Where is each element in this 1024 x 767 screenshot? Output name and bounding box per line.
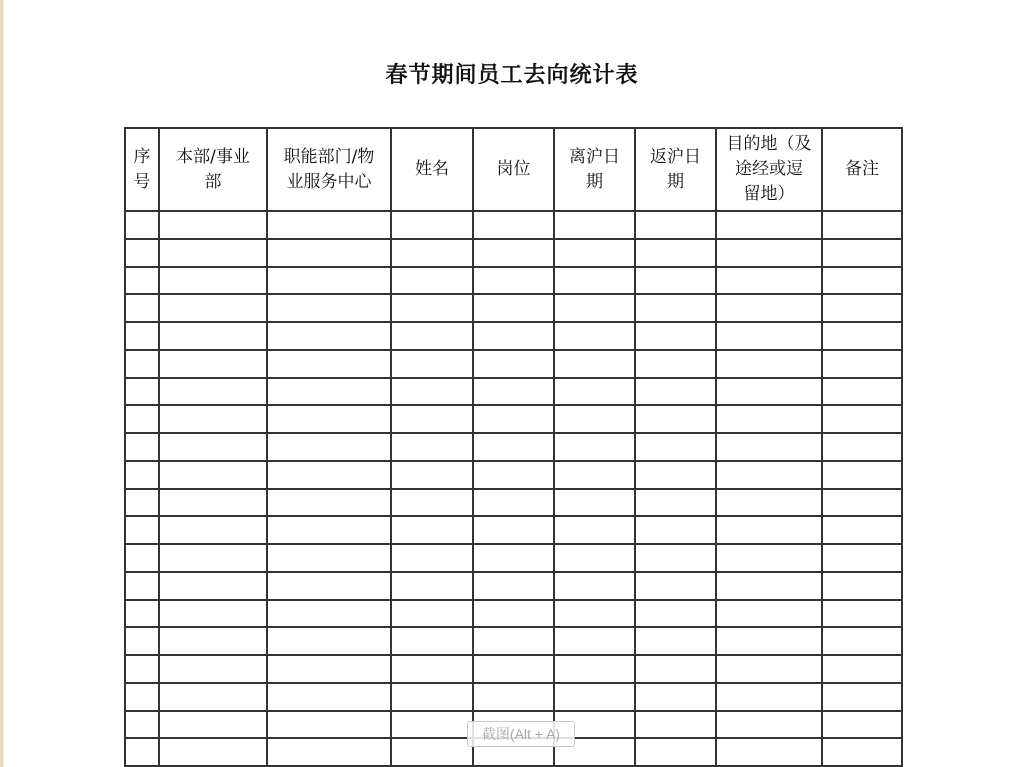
table-row [125,461,902,489]
table-row [125,544,902,572]
table-cell[interactable] [159,683,267,711]
table-cell[interactable] [716,461,822,489]
table-cell[interactable] [635,350,716,378]
table-cell[interactable] [554,433,635,461]
table-cell[interactable] [635,322,716,350]
header-serial-number [125,128,159,211]
table-cell[interactable] [716,711,822,739]
header-label: 职能部门/物 业服务中心 [283,146,375,192]
table-cell[interactable] [635,544,716,572]
table-cell[interactable] [159,322,267,350]
table-cell[interactable] [159,461,267,489]
table-cell[interactable] [635,572,716,600]
table-cell[interactable] [125,350,159,378]
table-cell[interactable] [267,433,391,461]
table-header-row [125,128,902,211]
table-cell[interactable] [635,211,716,239]
table-cell[interactable] [554,627,635,655]
table-row [125,211,902,239]
table-cell[interactable] [267,322,391,350]
header-label: 本部/事业 部 [176,146,250,192]
table-cell[interactable] [159,600,267,628]
table-cell[interactable] [822,600,902,628]
table-cell[interactable] [822,322,902,350]
table-cell[interactable] [554,378,635,406]
table-cell[interactable] [267,600,391,628]
table-cell[interactable] [125,378,159,406]
table-row [125,239,902,267]
table-cell[interactable] [125,683,159,711]
table-row [125,683,902,711]
table-cell[interactable] [159,489,267,517]
table-cell[interactable] [391,738,473,766]
table-cell[interactable] [391,267,473,295]
table-cell[interactable] [267,267,391,295]
statistics-table [124,127,903,767]
table-row [125,350,902,378]
table-cell[interactable] [554,239,635,267]
table-cell[interactable] [635,683,716,711]
table-cell[interactable] [635,627,716,655]
table-cell[interactable] [159,516,267,544]
table-cell[interactable] [822,489,902,517]
table-cell[interactable] [635,711,716,739]
table-cell[interactable] [267,211,391,239]
table-cell[interactable] [822,433,902,461]
table-cell[interactable] [473,516,554,544]
table-cell[interactable] [125,461,159,489]
header-leave-date [554,128,635,211]
table-cell[interactable] [473,294,554,322]
table-cell[interactable] [716,433,822,461]
table-cell[interactable] [822,738,902,766]
table-cell[interactable] [822,267,902,295]
table-cell[interactable] [159,627,267,655]
table-cell[interactable] [473,627,554,655]
table-cell[interactable] [267,544,391,572]
table-cell[interactable] [716,405,822,433]
table-cell[interactable] [267,711,391,739]
table-cell[interactable] [716,350,822,378]
table-cell[interactable] [635,461,716,489]
table-cell[interactable] [554,572,635,600]
table-cell[interactable] [267,461,391,489]
screenshot-shortcut-tooltip: 截图(Alt + A) [467,721,575,747]
table-cell[interactable] [267,516,391,544]
table-row [125,489,902,517]
table-cell[interactable] [635,516,716,544]
table-cell[interactable] [716,683,822,711]
table-cell[interactable] [125,544,159,572]
table-cell[interactable] [716,738,822,766]
header-destination [716,128,822,211]
header-return-date [635,128,716,211]
table-cell[interactable] [125,516,159,544]
table-cell[interactable] [125,294,159,322]
table-cell[interactable] [554,350,635,378]
table-cell[interactable] [473,489,554,517]
table-cell[interactable] [716,239,822,267]
table-cell[interactable] [473,405,554,433]
table-cell[interactable] [391,683,473,711]
table-cell[interactable] [391,239,473,267]
header-department [267,128,391,211]
table-cell[interactable] [125,211,159,239]
table-cell[interactable] [554,211,635,239]
table-cell[interactable] [716,322,822,350]
table-cell[interactable] [391,433,473,461]
table-cell[interactable] [159,572,267,600]
header-position [473,128,554,211]
table-cell[interactable] [635,239,716,267]
table-row [125,322,902,350]
table-cell[interactable] [391,572,473,600]
page-left-border-shade [3,0,4,767]
table-cell[interactable] [125,322,159,350]
document-title: 春节期间员工去向统计表 [385,63,639,88]
table-cell[interactable] [822,711,902,739]
table-cell[interactable] [473,239,554,267]
table-cell[interactable] [822,239,902,267]
table-cell[interactable] [267,683,391,711]
table-body [125,211,902,766]
table-cell[interactable] [125,572,159,600]
table-cell[interactable] [159,655,267,683]
table-cell[interactable] [159,378,267,406]
table-cell[interactable] [822,544,902,572]
table-cell[interactable] [554,489,635,517]
table-cell[interactable] [473,322,554,350]
table-cell[interactable] [716,600,822,628]
table-cell[interactable] [391,655,473,683]
header-division [159,128,267,211]
table-cell[interactable] [159,267,267,295]
table-cell[interactable] [125,433,159,461]
table-cell[interactable] [267,738,391,766]
table-cell[interactable] [125,738,159,766]
table-cell[interactable] [159,544,267,572]
table-cell[interactable] [391,600,473,628]
table-cell[interactable] [716,489,822,517]
table-cell[interactable] [554,294,635,322]
statistics-table-container [124,127,903,767]
table-cell[interactable] [822,572,902,600]
table-cell[interactable] [822,405,902,433]
table-cell[interactable] [267,405,391,433]
table-cell[interactable] [716,572,822,600]
header-name [391,128,473,211]
table-cell[interactable] [473,211,554,239]
table-cell[interactable] [635,655,716,683]
table-cell[interactable] [554,544,635,572]
table-cell[interactable] [473,350,554,378]
table-cell[interactable] [267,489,391,517]
table-cell[interactable] [391,350,473,378]
table-cell[interactable] [822,294,902,322]
table-cell[interactable] [473,683,554,711]
table-cell[interactable] [716,211,822,239]
table-cell[interactable] [391,489,473,517]
table-cell[interactable] [554,461,635,489]
table-cell[interactable] [391,294,473,322]
table-cell[interactable] [822,350,902,378]
table-cell[interactable] [554,655,635,683]
table-cell[interactable] [716,267,822,295]
table-cell[interactable] [125,655,159,683]
table-cell[interactable] [716,627,822,655]
table-cell[interactable] [125,627,159,655]
table-cell[interactable] [635,378,716,406]
table-cell[interactable] [554,405,635,433]
table-cell[interactable] [635,433,716,461]
table-cell[interactable] [159,711,267,739]
table-cell[interactable] [267,378,391,406]
table-cell[interactable] [267,294,391,322]
table-cell[interactable] [473,572,554,600]
table-cell[interactable] [267,655,391,683]
table-cell[interactable] [473,655,554,683]
table-row [125,378,902,406]
header-label: 岗位 [496,159,531,179]
table-cell[interactable] [635,600,716,628]
table-cell[interactable] [716,655,822,683]
table-cell[interactable] [125,405,159,433]
table-cell[interactable] [635,405,716,433]
table-cell[interactable] [267,627,391,655]
table-cell[interactable] [159,294,267,322]
table-cell[interactable] [391,544,473,572]
table-cell[interactable] [473,267,554,295]
table-cell[interactable] [635,294,716,322]
table-cell[interactable] [159,211,267,239]
table-cell[interactable] [554,516,635,544]
header-label: 离沪日 期 [569,146,620,192]
table-cell[interactable] [267,239,391,267]
header-label: 姓名 [415,159,449,179]
table-cell[interactable] [125,489,159,517]
table-cell[interactable] [554,683,635,711]
table-cell[interactable] [391,378,473,406]
table-cell[interactable] [822,516,902,544]
table-cell[interactable] [159,738,267,766]
table-row [125,516,902,544]
table-cell[interactable] [391,211,473,239]
table-cell[interactable] [635,738,716,766]
table-cell[interactable] [822,378,902,406]
table-cell[interactable] [822,627,902,655]
table-cell[interactable] [635,489,716,517]
table-cell[interactable] [635,267,716,295]
header-label: 备注 [845,159,879,179]
table-cell[interactable] [391,516,473,544]
table-cell[interactable] [159,433,267,461]
table-cell[interactable] [473,544,554,572]
header-remarks [822,128,902,211]
table-cell[interactable] [554,600,635,628]
table-cell[interactable] [391,322,473,350]
table-cell[interactable] [391,627,473,655]
table-cell[interactable] [473,433,554,461]
table-cell[interactable] [159,405,267,433]
table-row [125,572,902,600]
table-row [125,405,902,433]
table-cell[interactable] [473,378,554,406]
table-cell[interactable] [391,405,473,433]
table-cell[interactable] [822,683,902,711]
table-cell[interactable] [267,350,391,378]
table-cell[interactable] [716,378,822,406]
table-cell[interactable] [554,322,635,350]
table-cell[interactable] [822,211,902,239]
table-row [125,627,902,655]
table-cell[interactable] [716,294,822,322]
table-cell[interactable] [159,350,267,378]
table-cell[interactable] [822,461,902,489]
table-cell[interactable] [159,239,267,267]
table-cell[interactable] [125,239,159,267]
table-cell[interactable] [267,572,391,600]
header-label: 返沪日 期 [650,146,701,192]
header-label: 目的地（及 途经或逗 留地） [726,134,812,204]
table-cell[interactable] [125,711,159,739]
table-cell[interactable] [716,516,822,544]
header-label: 序 号 [133,146,151,192]
table-row [125,433,902,461]
table-cell[interactable] [473,461,554,489]
table-cell[interactable] [125,267,159,295]
table-row [125,294,902,322]
table-cell[interactable] [391,711,473,739]
table-cell[interactable] [125,600,159,628]
table-cell[interactable] [473,600,554,628]
table-row [125,655,902,683]
table-row [125,600,902,628]
table-cell[interactable] [822,655,902,683]
table-cell[interactable] [554,267,635,295]
table-row [125,267,902,295]
table-cell[interactable] [716,544,822,572]
table-cell[interactable] [391,461,473,489]
